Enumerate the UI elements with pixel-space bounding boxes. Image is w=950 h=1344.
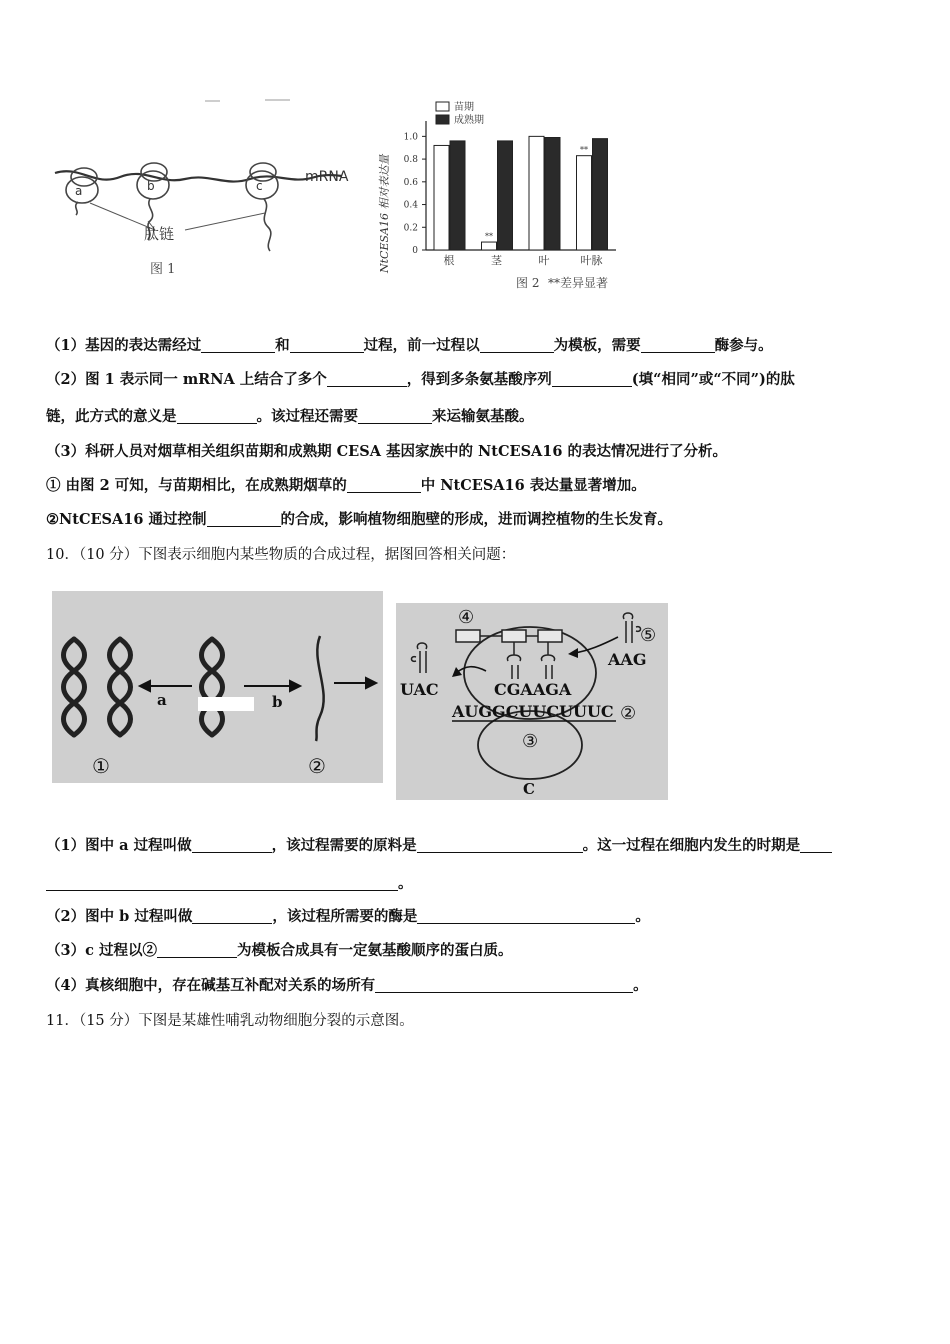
y-tick-label: 0 xyxy=(412,246,418,256)
q10-figure-right-panel xyxy=(396,603,668,800)
mrna-label: mRNA xyxy=(305,169,349,185)
ribosome-label-a: a xyxy=(75,184,83,198)
q10-p1-text4: 。 xyxy=(398,875,413,892)
answer-blank[interactable] xyxy=(46,876,398,891)
answer-blank[interactable] xyxy=(375,978,633,993)
anticodon-sequence: CGAAGA xyxy=(494,680,572,699)
peptide-label: 肽链 xyxy=(144,225,175,243)
q10-p2-text2: ，该过程所需要的酶是 xyxy=(272,908,418,925)
bar-seedling xyxy=(482,242,497,250)
answer-blank[interactable] xyxy=(641,338,715,353)
bar-mature xyxy=(593,139,608,250)
figure-1-polysome xyxy=(50,95,370,295)
q9-p3b-text1: ②NtCESA16 通过控制 xyxy=(46,511,207,528)
answer-blank[interactable] xyxy=(347,478,421,493)
y-tick-label: 0.6 xyxy=(403,177,418,188)
aag-label: AAG xyxy=(608,650,647,669)
q10-p1-text1: （1）图中 a 过程叫做 xyxy=(46,837,192,854)
chart-legend xyxy=(436,100,484,126)
q9-p3b-text2: 的合成，影响植物细胞壁的形成，进而调控植物的生长发育。 xyxy=(280,511,672,528)
white-patch xyxy=(198,697,254,711)
q9-p2-text1: （2）图 1 表示同一 mRNA 上结合了多个 xyxy=(46,371,327,388)
answer-blank[interactable] xyxy=(201,338,275,353)
q9-p3a-text1: ① 由图 2 可知，与苗期相比，在成熟期烟草的 xyxy=(46,477,347,494)
q10-part1-cont xyxy=(46,874,413,894)
bar-seedling xyxy=(434,145,449,250)
label-circle-1: ① xyxy=(92,754,110,778)
label-circle-2-right: ② xyxy=(620,703,637,724)
figure-2-note: **差异显著 xyxy=(548,276,609,290)
chart-category-labels xyxy=(444,253,603,267)
label-circle-3: ③ xyxy=(522,731,539,752)
q9-p3-text: （3）科研人员对烟草相关组织苗期和成熟期 CESA 基因家族中的 NtCESA16 的表达情况进行了分析。 xyxy=(46,443,728,460)
q9-p2b-text1: 链，此方式的意义是 xyxy=(46,408,177,425)
q9-part1 xyxy=(46,336,773,356)
q10-figure-left-panel xyxy=(52,591,383,783)
legend-swatch-seedling xyxy=(436,102,449,111)
q9-p1-text2: 和 xyxy=(275,337,290,354)
q9-p1-text3: 过程，前一过程以 xyxy=(363,337,480,354)
answer-blank[interactable] xyxy=(480,338,554,353)
category-label: 叶 xyxy=(538,254,550,267)
significance-mark: ** xyxy=(580,145,588,155)
answer-blank[interactable] xyxy=(192,909,272,924)
chart-y-ticks xyxy=(404,132,426,256)
mrna-sequence: AUGGCUUCUUUC xyxy=(452,702,614,721)
q9-part2-cont xyxy=(46,407,534,427)
q9-p3a-text2: 中 NtCESA16 表达量显著增加。 xyxy=(420,477,646,494)
answer-blank[interactable] xyxy=(417,909,635,924)
q10-p4-text2: 。 xyxy=(633,977,648,994)
q9-p2-text3: (填“相同”或“不同”)的肽 xyxy=(631,371,795,388)
figure-2-caption: 图 2 xyxy=(516,276,540,290)
answer-blank[interactable] xyxy=(157,943,237,958)
q9-part3b xyxy=(46,510,672,530)
bar-mature xyxy=(545,138,560,251)
q9-part3 xyxy=(46,442,727,462)
y-tick-label: 0.2 xyxy=(403,223,418,234)
peptide-pointer-lines xyxy=(90,203,265,230)
category-label: 叶脉 xyxy=(580,254,603,267)
legend-swatch-mature xyxy=(436,115,449,124)
q9-p1-text4: 为模板，需要 xyxy=(553,337,641,354)
q10-p1-text3: 。这一过程在细胞内发生的时期是 xyxy=(582,837,801,854)
category-label: 根 xyxy=(443,254,455,267)
answer-blank[interactable] xyxy=(177,409,257,424)
arrow-a-label: a xyxy=(157,691,167,709)
uac-label: UAC xyxy=(400,680,439,699)
label-circle-4: ④ xyxy=(458,607,475,628)
label-circle-2: ② xyxy=(308,754,326,778)
label-circle-5: ⑤ xyxy=(640,625,657,646)
q9-part2 xyxy=(46,370,795,390)
q10-p4-text1: （4）真核细胞中，存在碱基互补配对关系的场所有 xyxy=(46,977,376,994)
arrow-b-label: b xyxy=(272,693,283,711)
chart-bars xyxy=(434,136,608,250)
q10-stem-text: 10．（10 分）下图表示细胞内某些物质的合成过程，据图回答相关问题： xyxy=(46,547,516,563)
q11-stem xyxy=(46,1011,414,1031)
q10-p2-text1: （2）图中 b 过程叫做 xyxy=(46,908,193,925)
answer-blank[interactable] xyxy=(192,838,272,853)
q11-stem-text: 11．（15 分）下图是某雄性哺乳动物细胞分裂的示意图。 xyxy=(46,1013,414,1029)
q9-p2b-text2: 。该过程还需要 xyxy=(256,408,358,425)
bar-mature xyxy=(450,141,465,250)
q10-p2-text3: 。 xyxy=(635,908,650,925)
chart-y-axis-label: NtCESA16 相对表达量 xyxy=(378,154,391,273)
answer-blank[interactable] xyxy=(417,838,583,853)
q9-part3a xyxy=(46,476,646,496)
answer-blank[interactable] xyxy=(800,838,832,853)
q10-part2 xyxy=(46,907,650,927)
q10-part4 xyxy=(46,976,648,996)
q9-p2b-text3: 来运输氨基酸。 xyxy=(432,408,534,425)
mrna-strand xyxy=(55,171,342,181)
q9-p1-text1: （1）基因的表达需经过 xyxy=(46,337,202,354)
category-label: 茎 xyxy=(491,254,502,267)
answer-blank[interactable] xyxy=(327,372,407,387)
answer-blank[interactable] xyxy=(358,409,432,424)
q10-part3 xyxy=(46,941,512,961)
ribosome-label-c: c xyxy=(256,179,263,193)
figure-1-caption: 图 1 xyxy=(150,262,176,277)
q10-p3-text1: （3）c 过程以② xyxy=(46,942,157,959)
bar-mature xyxy=(498,141,513,250)
y-tick-label: 0.8 xyxy=(403,155,418,166)
y-tick-label: 0.4 xyxy=(403,200,418,211)
q10-p3-text2: 为模板合成具有一定氨基酸顺序的蛋白质。 xyxy=(236,942,513,959)
c-label: C xyxy=(523,780,535,798)
answer-blank[interactable] xyxy=(552,372,632,387)
ribosome-label-b: b xyxy=(147,179,155,193)
q10-p1-text2: ，该过程需要的原料是 xyxy=(271,837,417,854)
answer-blank[interactable] xyxy=(290,338,364,353)
significance-mark: ** xyxy=(485,232,493,242)
q9-p2-text2: ，得到多条氨基酸序列 xyxy=(406,371,552,388)
q10-stem xyxy=(46,545,515,565)
legend-label-mature: 成熟期 xyxy=(454,115,484,126)
bar-seedling xyxy=(577,156,592,250)
figure-2-bar-chart xyxy=(370,95,640,295)
y-tick-label: 1.0 xyxy=(403,132,418,143)
legend-label-seedling: 苗期 xyxy=(454,102,474,113)
q10-part1 xyxy=(46,836,832,856)
answer-blank[interactable] xyxy=(207,512,281,527)
bar-seedling xyxy=(529,136,544,250)
polypeptide-chain xyxy=(456,630,562,642)
q9-p1-text5: 酶参与。 xyxy=(714,337,773,354)
